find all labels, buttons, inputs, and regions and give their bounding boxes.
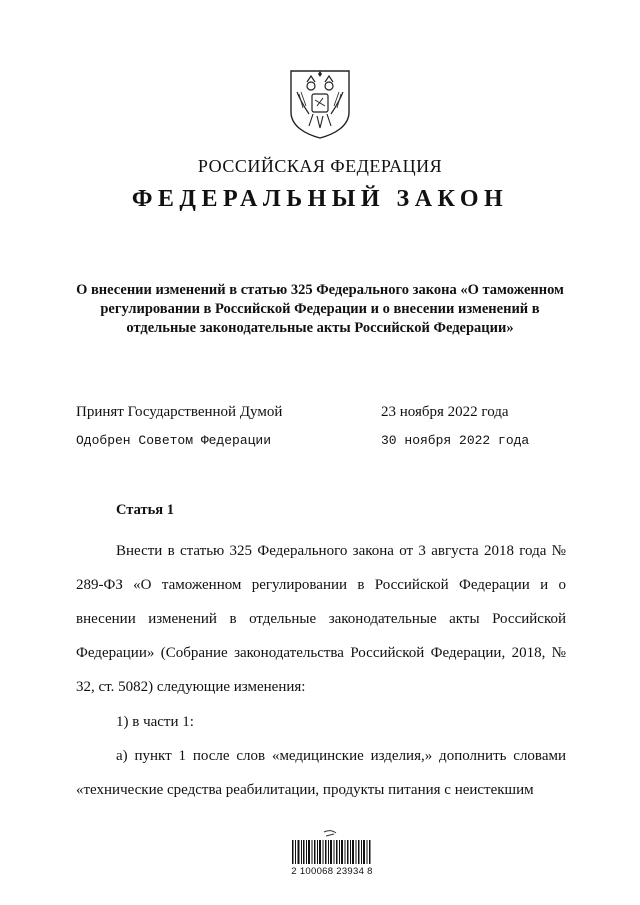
barcode-number: 2 100068 23934 8 (291, 866, 373, 877)
article-paragraph: Внести в статью 325 Федерального закона от 3 августа 2018 года № 289-ФЗ «О таможенном регулировании в Российской Федерации и о внесении изменений в отдельные законодательные акты Российской Федерации» (Собрание законодательства Российской Федерации, 2018, № 32, ст. 5082) следующие изменения: (76, 543, 566, 695)
country-heading: РОССИЙСКАЯ ФЕДЕРАЦИЯ (197, 156, 443, 176)
article-paragraph: 1) в части 1: (116, 714, 194, 730)
adoption-date: 30 ноября 2022 года (381, 433, 530, 448)
adoption-date: 23 ноября 2022 года (381, 404, 509, 420)
law-type-heading: ФЕДЕРАЛЬНЫЙ ЗАКОН (131, 186, 509, 212)
adoption-label: Одобрен Советом Федерации (76, 433, 272, 448)
russian-coat-of-arms-icon (287, 68, 353, 140)
law-title: О внесении изменений в статью 325 Федерального закона «О таможенном регулировании в Российской Федерации и о внесении изменений в отдельные законодательные акты Российской Федерации» (76, 282, 564, 336)
article-title: Статья 1 (116, 502, 174, 518)
adoption-label: Принят Государственной Думой (76, 404, 283, 420)
article-paragraph: а) пункт 1 после слов «медицинские изделия,» дополнить словами «технические средства реабилитации, продукты питания с неистекшим (76, 748, 566, 798)
